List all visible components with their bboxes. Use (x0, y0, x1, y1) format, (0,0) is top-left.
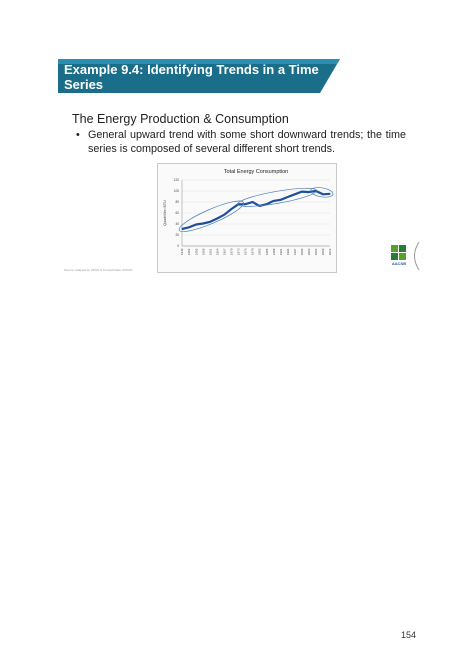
y-tick-label: 0 (177, 244, 179, 249)
series-line (182, 191, 330, 229)
x-tick-label: 1955 (194, 248, 199, 256)
data-point (322, 194, 323, 195)
x-tick-label: 1958 (201, 248, 206, 256)
x-tick-label: 1967 (222, 248, 227, 256)
x-tick-label: 1970 (229, 248, 234, 256)
decorative-arc (409, 241, 421, 271)
data-point (195, 224, 196, 225)
x-tick-label: 1949 (180, 248, 185, 256)
y-tick-label: 100 (173, 189, 179, 194)
x-tick-label: 1952 (187, 248, 192, 256)
x-tick-label: 2003 (307, 248, 312, 256)
y-axis-label: Quadrillion BTU (163, 200, 167, 226)
data-point (181, 228, 182, 229)
x-tick-label: 1991 (278, 248, 283, 256)
aacsb-logo (389, 245, 409, 269)
x-tick-label: 1994 (285, 248, 290, 256)
x-tick-label: 1997 (292, 248, 297, 256)
x-tick-label: 1982 (257, 248, 262, 256)
data-point (273, 200, 274, 201)
bullet-dot-icon: • (76, 129, 80, 141)
x-tick-label: 1973 (236, 248, 241, 256)
data-point (301, 191, 302, 192)
x-tick-label: 1976 (243, 248, 248, 256)
data-point (287, 196, 288, 197)
data-point (280, 199, 281, 200)
energy-chart (157, 163, 337, 273)
bullet-text: General upward trend with some short downward trends; the time series is composed of several different short trends. (88, 129, 406, 155)
data-point (217, 218, 218, 219)
data-point (203, 223, 204, 224)
x-tick-label: 1961 (208, 248, 213, 256)
page-title: Example 9.4: Identifying Trends in a Time Series (64, 62, 319, 92)
chart-title: Total Energy Consumption (223, 169, 289, 175)
title-banner (58, 59, 340, 93)
trend-ellipse (237, 185, 318, 210)
page-number: 154 (401, 630, 417, 640)
data-point (329, 193, 330, 194)
y-tick-label: 120 (173, 178, 179, 183)
y-tick-label: 60 (175, 211, 179, 216)
data-point (210, 221, 211, 222)
section-heading: The Energy Production & Consumption (72, 112, 289, 126)
chart-svg (158, 164, 336, 272)
x-tick-label: 1988 (271, 248, 276, 256)
y-tick-label: 20 (175, 233, 179, 238)
source-note: Source: Adapted by SPSS & Triumph Data, ANOVA (64, 268, 133, 272)
x-tick-label: 2000 (300, 248, 305, 256)
data-point (188, 227, 189, 228)
y-tick-label: 40 (175, 222, 179, 227)
x-tick-label: 1964 (215, 248, 220, 256)
x-tick-label: 1979 (250, 248, 255, 256)
data-point (252, 201, 253, 202)
data-point (308, 192, 309, 193)
x-tick-label: 2012 (328, 248, 333, 256)
logo-text: AACSB (391, 261, 407, 266)
data-point (245, 204, 246, 205)
data-point (231, 209, 232, 210)
x-tick-label: 1985 (264, 248, 269, 256)
x-tick-label: 2006 (314, 248, 319, 256)
data-point (224, 214, 225, 215)
x-tick-label: 2009 (321, 248, 326, 256)
data-point (294, 194, 295, 195)
y-tick-label: 80 (175, 200, 179, 205)
